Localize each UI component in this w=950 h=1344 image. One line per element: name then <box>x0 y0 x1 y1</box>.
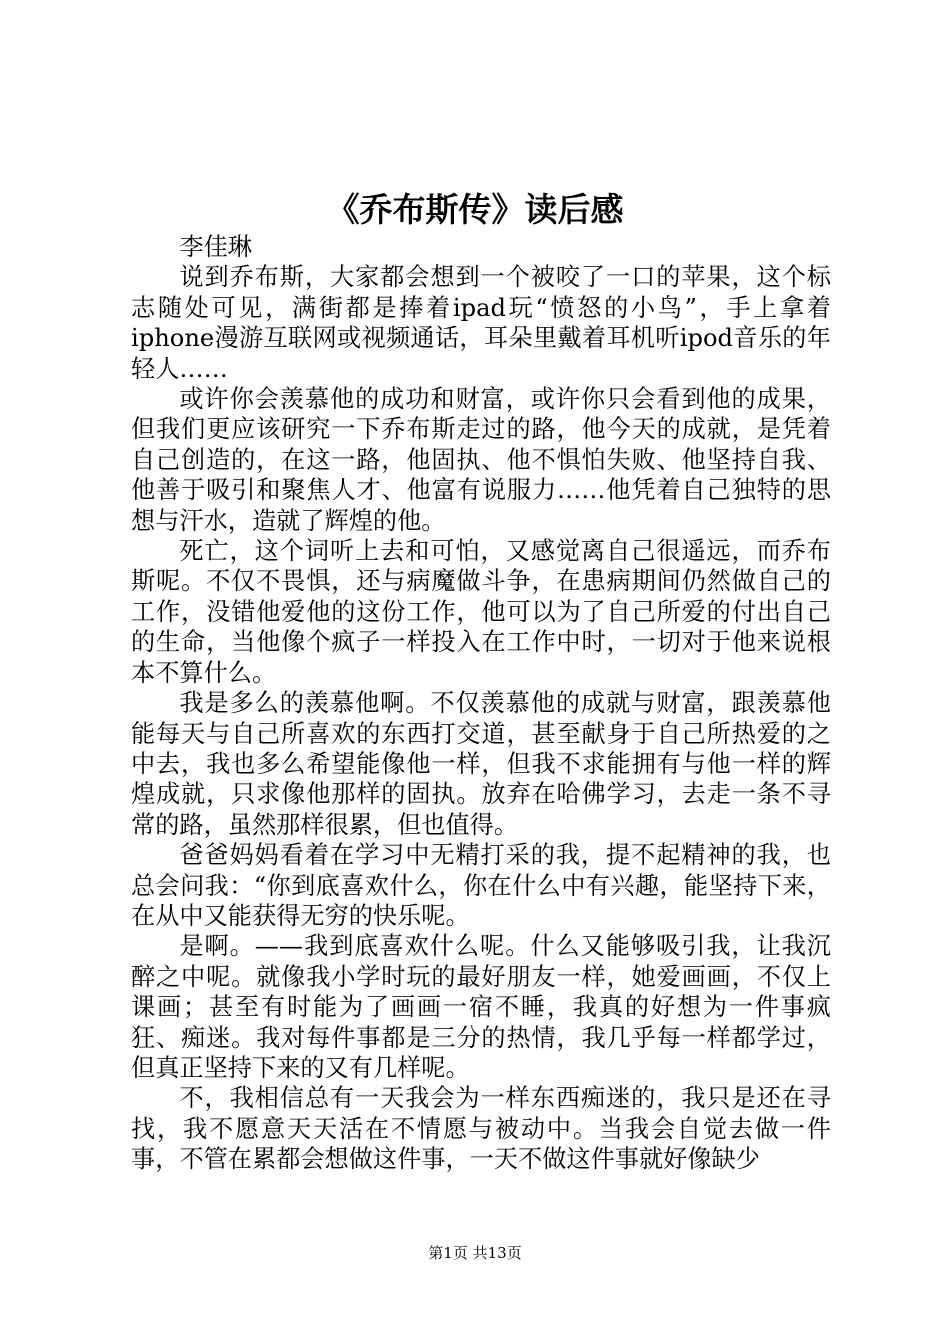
paragraph-6: 是啊。——我到底喜欢什么呢。什么又能够吸引我，让我沉醉之中呢。就像我小学时玩的最好朋友一样，她爱画画，不仅上课画；甚至有时能为了画画一宿不睡，我真的好想为一件事疯狂、痴迷。我对每件事都是三分的热情，我几乎每一样都学过，但真正坚持下来的又有几样呢。 <box>131 932 831 1082</box>
paragraph-7: 不，我相信总有一天我会为一样东西痴迷的，我只是还在寻找，我不愿意天天活在不情愿与被动中。当我会自觉去做一件事，不管在累都会想做这件事，一天不做这件事就好像缺少 <box>131 1084 831 1174</box>
paragraph-2: 或许你会羡慕他的成功和财富，或许你只会看到他的成果，但我们更应该研究一下乔布斯走过的路，他今天的成就，是凭着自己创造的，在这一路，他固执、他不惧怕失败、他坚持自我、他善于吸引和聚焦人才、他富有说服力……他凭着自己独特的思想与汗水，造就了辉煌的他。 <box>131 385 831 535</box>
document-title: 《乔布斯传》读后感 <box>326 190 624 229</box>
paragraph-4: 我是多么的羡慕他啊。不仅羡慕他的成就与财富，跟羡慕他能每天与自己所喜欢的东西打交道，甚至献身于自己所热爱的之中去，我也多么希望能像他一样，但我不求能拥有与他一样的辉煌成就，只求像他那样的固执。放弃在哈佛学习，去走一条不寻常的路，虽然那样很累，但也值得。 <box>131 689 831 839</box>
page-number-footer: 第1页 共13页 <box>428 1244 522 1262</box>
paragraph-3: 死亡，这个词听上去和可怕，又感觉离自己很遥远，而乔布斯呢。不仅不畏惧，还与病魔做斗争，在患病期间仍然做自己的工作，没错他爱他的这份工作，他可以为了自己所爱的付出自己的生命，当他像个疯子一样投入在工作中时，一切对于他来说根本不算什么。 <box>131 537 831 687</box>
author-name: 李佳琳 <box>179 233 252 261</box>
paragraph-1: 说到乔布斯，大家都会想到一个被咬了一口的苹果，这个标志随处可见，满街都是捧着ipad玩“愤怒的小鸟”，手上拿着iphone漫游互联网或视频通话，耳朵里戴着耳机听ipod音乐的年轻人…… <box>131 263 831 383</box>
paragraph-5: 爸爸妈妈看着在学习中无精打采的我，提不起精神的我，也总会问我：“你到底喜欢什么，你在什么中有兴趣，能坚持下来，在从中又能获得无穷的快乐呢。 <box>131 841 831 930</box>
document-body <box>131 232 831 1175</box>
